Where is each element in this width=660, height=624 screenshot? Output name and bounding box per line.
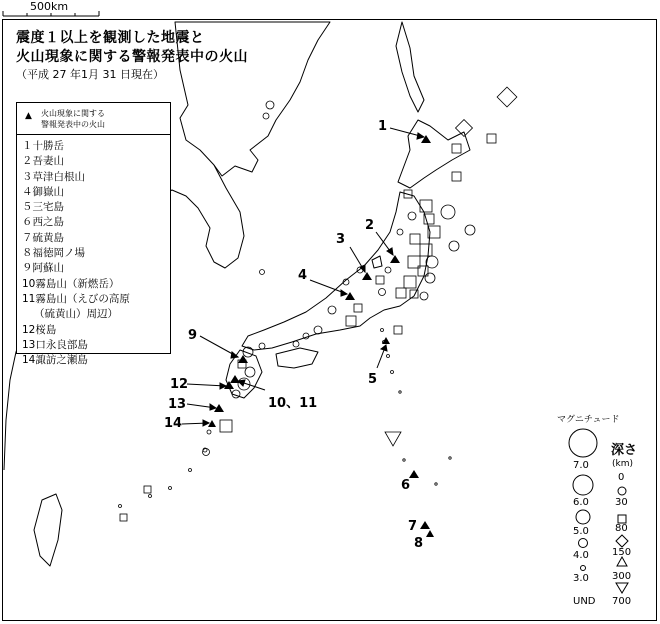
list-item: 12桜島: [22, 323, 57, 336]
list-item: 10霧島山（新燃岳）: [22, 277, 120, 290]
volcano-label-4: 4: [298, 268, 308, 283]
volcano-label-1: 1: [378, 119, 388, 134]
volcano-legend-header-line1: 火山現象に関する: [41, 109, 105, 118]
volcano-suwanosejima: [208, 420, 216, 427]
depth-label-30: 30: [615, 497, 628, 508]
magnitude-label-3: 3.0: [573, 573, 589, 584]
volcano-legend-list: [17, 135, 170, 368]
taiwan-coast: [34, 494, 62, 566]
scale-label: 500km: [30, 0, 69, 13]
volcano-nishinoshima: [409, 470, 419, 478]
list-item: ６西之島: [22, 216, 64, 229]
volcano-label-2: 2: [365, 218, 375, 233]
volcano-legend-header-line2: 警報発表中の火山: [41, 120, 105, 129]
volcano-label-5: 5: [368, 372, 378, 387]
list-item: １十勝岳: [22, 140, 64, 152]
volcano-iwoto: [420, 521, 430, 529]
list-item: ７硫黄島: [22, 231, 64, 244]
list-item: ５三宅島: [22, 201, 64, 214]
list-item: 13口永良部島: [22, 338, 88, 351]
volcano-label-12: 12: [170, 377, 189, 392]
shikoku-coast: [276, 348, 318, 368]
volcano-label-6: 6: [401, 478, 411, 493]
sakhalin-coast: [396, 22, 424, 112]
volcano-label-14: 14: [164, 416, 183, 431]
map-title-line1: 震度１以上を観測した地震と: [16, 30, 205, 46]
depth-legend-title: 深さ: [611, 443, 638, 458]
magnitude-label-7: 7.0: [573, 460, 589, 471]
magnitude-label-4: 4.0: [573, 550, 589, 561]
depth-label-und: UND: [573, 596, 596, 607]
list-item: 11霧島山（えびの高原: [22, 292, 130, 305]
volcano-legend-header: [17, 103, 170, 135]
depth-label-700: 700: [612, 596, 632, 607]
volcano-triangle-icon: ▲: [25, 111, 32, 121]
map-subtitle: （平成 27 年1月 31 日現在）: [16, 68, 164, 81]
magnitude-legend-title: マグニチュード: [557, 415, 620, 425]
volcano-label-10-11: 10、11: [268, 396, 318, 411]
magnitude-label-6: 6.0: [573, 497, 589, 508]
depth-label-150: 150: [612, 547, 632, 558]
volcano-label-3: 3: [336, 232, 346, 247]
list-item: ８福徳岡ノ場: [22, 247, 85, 260]
hokkaido-coast: [398, 120, 470, 188]
list-item: 14諏訪之瀬島: [22, 354, 88, 367]
volcano-label-7: 7: [408, 519, 418, 534]
list-item: ９阿蘇山: [22, 262, 64, 275]
volcano-fukutoku-okanoba: [426, 530, 434, 537]
list-item: ２吾妻山: [22, 155, 64, 168]
magnitude-label-5: 5.0: [573, 526, 589, 537]
map-title-line2: 火山現象に関する警報発表中の火山: [16, 49, 248, 65]
volcano-label-8: 8: [414, 536, 424, 551]
list-item: ４御嶽山: [22, 185, 64, 198]
volcano-legend: [16, 102, 171, 367]
depth-legend-unit: (km): [612, 459, 634, 469]
list-item: ３草津白根山: [22, 170, 85, 183]
volcano-label-9: 9: [188, 328, 198, 343]
volcano-label-13: 13: [168, 397, 187, 412]
depth-label-0: 0: [618, 472, 625, 483]
list-item: （硫黄山）周辺）: [34, 308, 118, 321]
depth-label-80: 80: [615, 523, 628, 534]
depth-label-300: 300: [612, 571, 632, 582]
